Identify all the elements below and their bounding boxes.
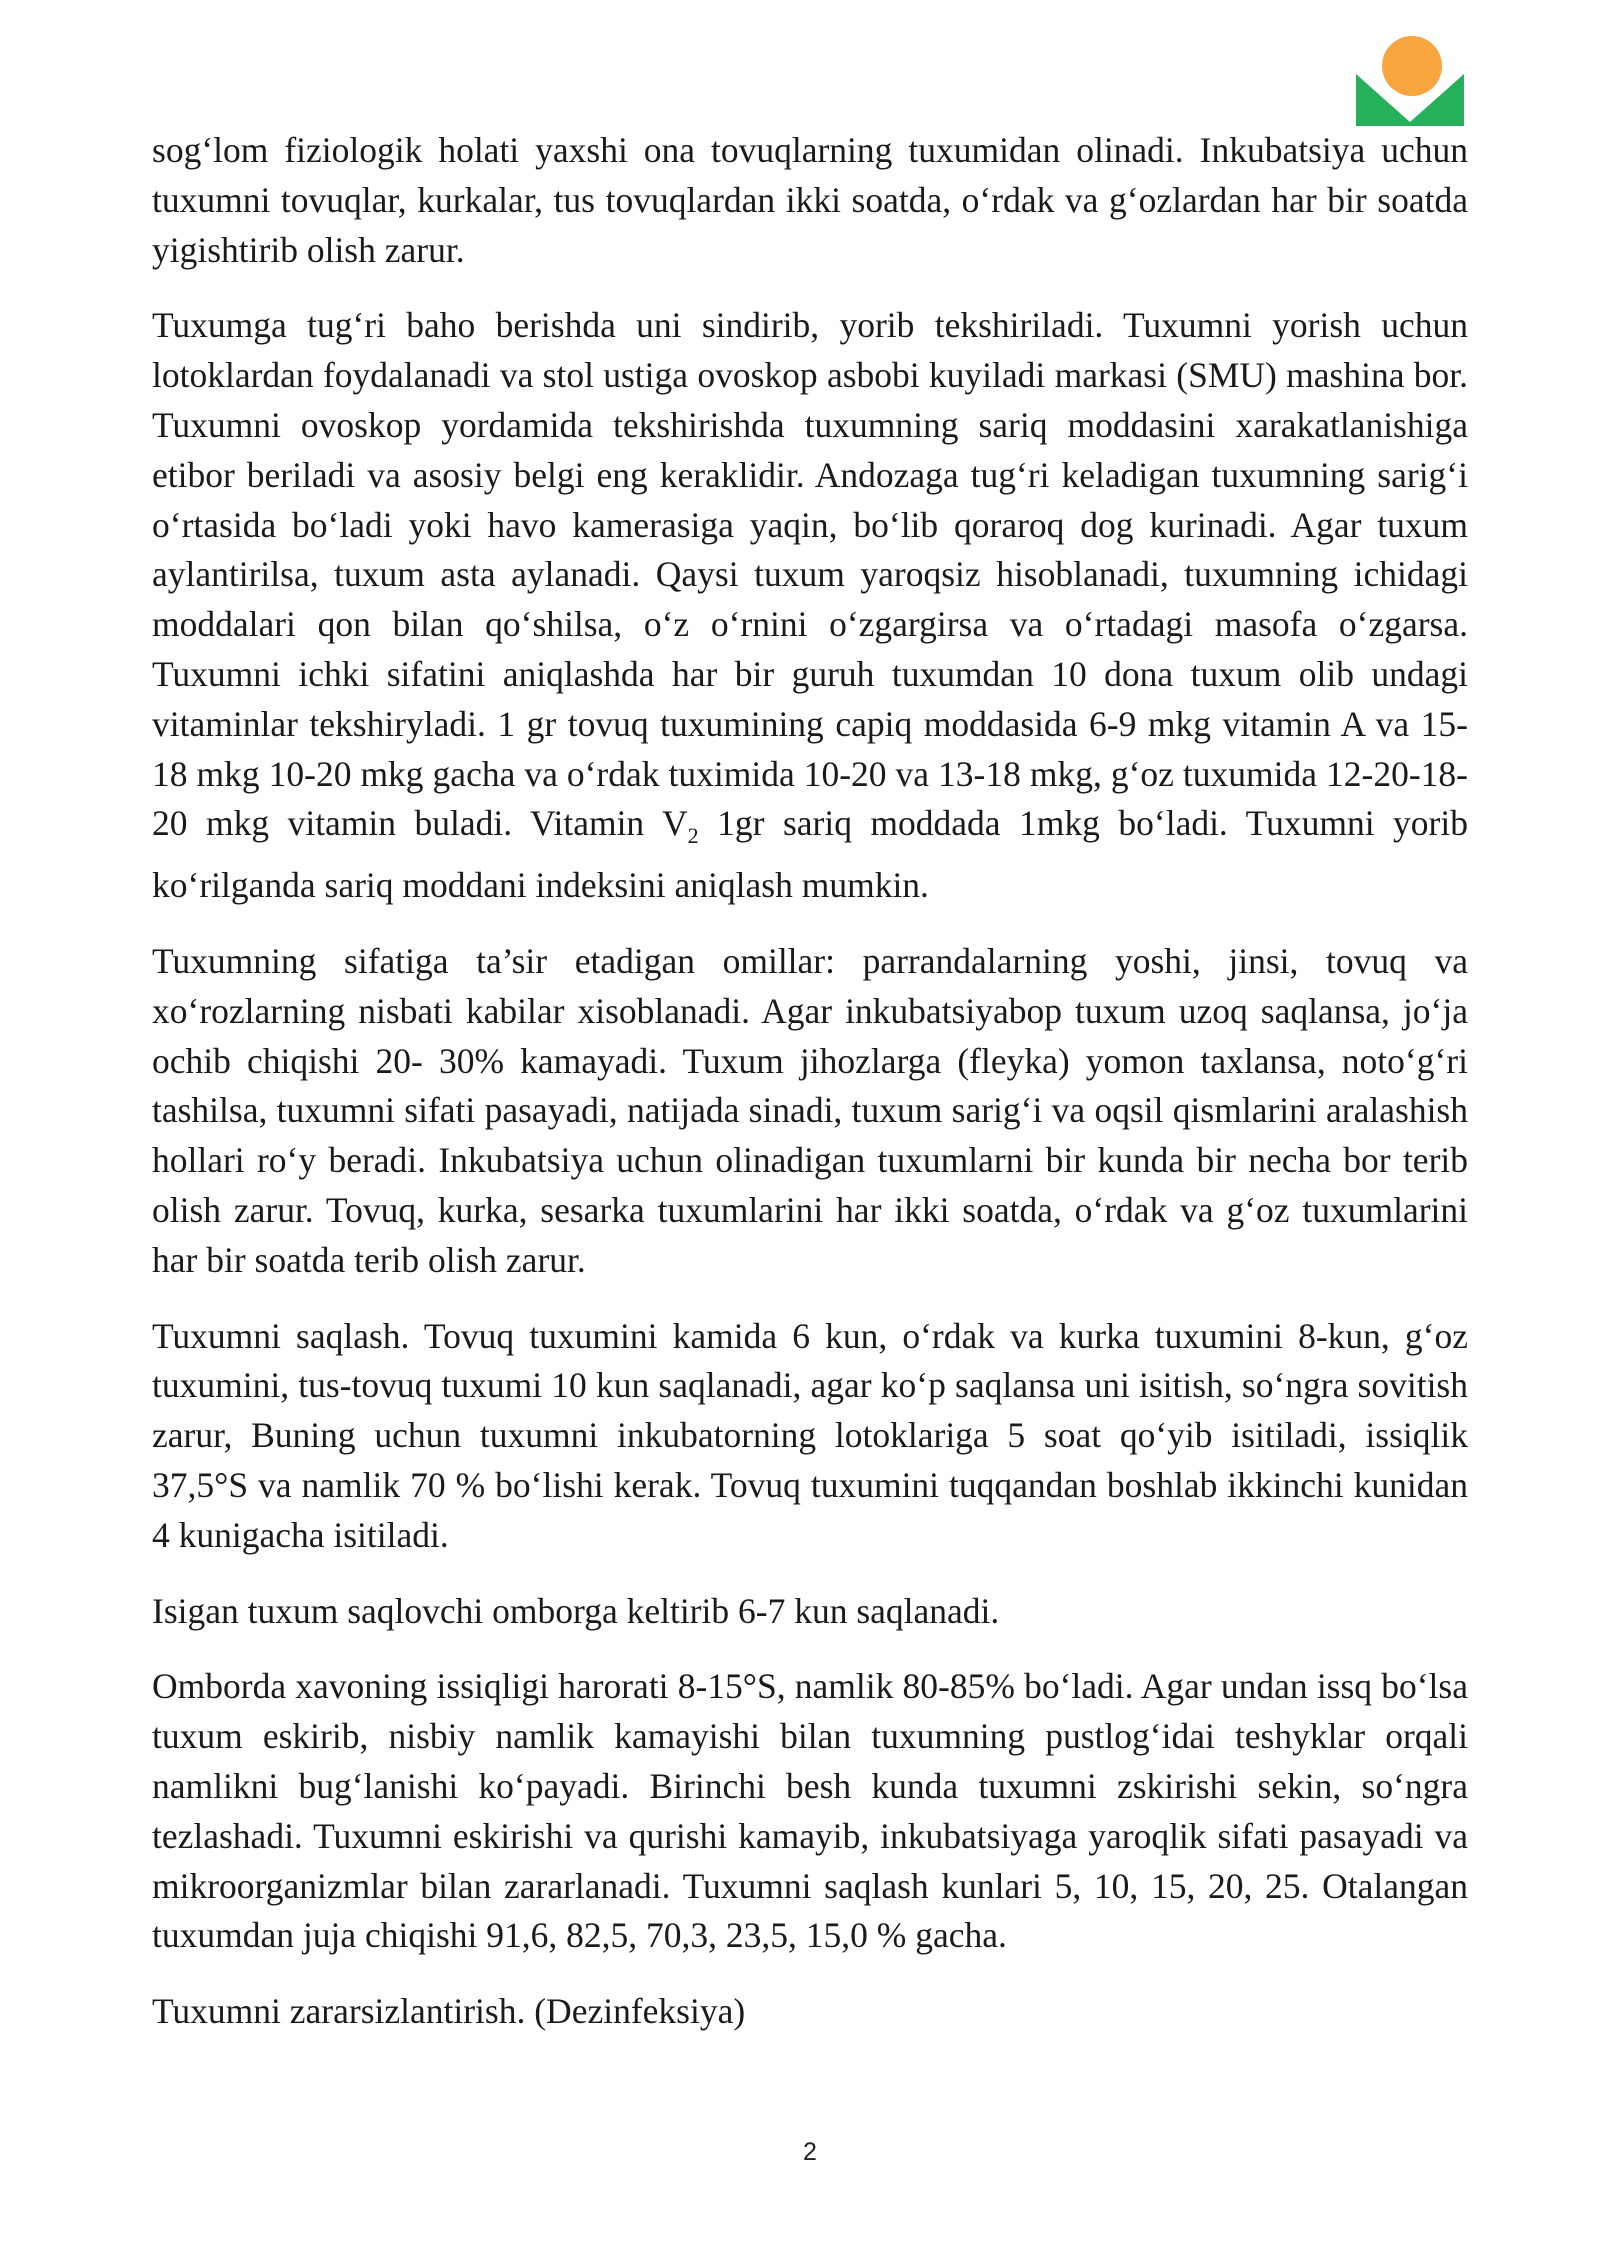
paragraph-4: Tuxumni saqlash. Tovuq tuxumini kamida 6 kun, o‘rdak va kurka tuxumini 8-kun, g‘oz tuxumini, tus-tovuq tuxumi 10 kun saqlanadi, agar ko‘p saqlansa uni isitish, so‘ngra sovitish zarur, Buning uchun tuxumni inkubatorning lotoklariga 5 soat qo‘yib isitiladi, issiqlik 37,5°S va namlik 70 % bo‘lishi kerak. Tovuq tuxumini tuqqandan boshlab ikkinchi kunidan 4 kunigacha isitiladi. <box>152 1315 1468 1555</box>
page-number: 2 <box>803 2138 817 2166</box>
paragraph-2 <box>152 301 1468 911</box>
paragraph-2-text-b: 1gr sariq moddada 1mkg bo‘ladi. Tuxumni yorib ko‘rilganda sariq moddani indeksini aniqlash mumkin. <box>152 803 1468 906</box>
paragraph-6: Omborda xavoning issiqligi harorati 8-15°S, namlik 80-85% bo‘ladi. Agar undan issq bo‘lsa tuxum eskirib, nisbiy namlik kamayishi bilan tuxumning pustlog‘idai teshyklar orqali namlikni bug‘lanishi ko‘payadi. Birinchi besh kunda tuxumni zskirishi sekin, so‘ngra tezlashadi. Tuxumni eskirishi va qurishi kamayib, inkubatsiyaga yaroqlik sifati pasayadi va mikroorganizmlar bilan zararlanadi. Tuxumni saqlash kunlari 5, 10, 15, 20, 25. Otalangan tuxumdan juja chiqishi 91,6, 82,5, 70,3, 23,5, 15,0 % gacha. <box>152 1666 1468 1956</box>
sun-leaf-icon <box>1350 36 1470 132</box>
section-heading-disinfection: Tuxumni zararsizlantirish. (Dezinfeksiya) <box>152 1991 746 2032</box>
paragraph-5: Isigan tuxum saqlovchi omborga keltirib 6-7 kun saqlanadi. <box>152 1590 1000 1631</box>
publisher-logo <box>1350 36 1470 132</box>
document-body <box>152 126 1468 2063</box>
paragraph-3: Tuxumning sifatiga ta’sir etadigan omillar: parrandalarning yoshi, jinsi, tovuq va xo‘rozlarning nisbati kabilar xisoblanadi. Agar inkubatsiyabop tuxum uzoq saqlansa, jo‘ja ochib chiqishi 20- 30% kamayadi. Tuxum jihozlarga (fleyka) yomon taxlansa, noto‘g‘ri tashilsa, tuxumni sifati pasayadi, natijada sinadi, tuxum sarig‘i va oqsil qismlarini aralashish hollari ro‘y beradi. Inkubatsiya uchun olinadigan tuxumlarni bir kunda bir necha bor terib olish zarur. Tovuq, kurka, sesarka tuxumlarini har ikki soatda, o‘rdak va g‘oz tuxumlarini har bir soatda terib olish zarur. <box>152 941 1468 1280</box>
paragraph-2-text-a: Tuxumga tug‘ri baho berishda uni sindirib, yorib tekshiriladi. Tuxumni yorish uchun lotoklardan foydalanadi va stol ustiga ovoskop asbobi kuyiladi markasi (SMU) mashina bor. Tuxumni ovoskop yordamida tekshirishda tuxumning sariq moddasini xarakatlanishiga etibor beriladi va asosiy belgi eng keraklidir. Andozaga tug‘ri keladigan tuxumning sarig‘i o‘rtasida bo‘ladi yoki havo kamerasiga yaqin, bo‘lib qoraroq dog kurinadi. Agar tuxum aylantirilsa, tuxum asta aylanadi. Qaysi tuxum yaroqsiz hisoblanadi, tuxumning ichidagi moddalari qon bilan qo‘shilsa, o‘z o‘rnini o‘zgargirsa va o‘rtadagi masofa o‘zgarsa. Tuxumni ichki sifatini aniqlashda har bir guruh tuxumdan 10 dona tuxum olib undagi vitaminlar tekshiryladi. 1 gr tovuq tuxumining capiq moddasida 6-9 mkg vitamin A va 15-18 mkg 10-20 mkg gacha va o‘rdak tuximida 10-20 va 13-18 mkg, g‘oz tuxumida 12-20-18-20 mkg vitamin buladi. Vitamin V <box>152 305 1468 844</box>
paragraph-1: sog‘lom fiziologik holati yaxshi ona tovuqlarning tuxumidan olinadi. Inkubatsiya uchun tuxumni tovuqlar, kurkalar, tus tovuqlardan ikki soatda, o‘rdak va g‘ozlardan har bir soatda yigishtirib olish zarur. <box>152 130 1468 270</box>
vitamin-subscript: 2 <box>687 823 699 849</box>
